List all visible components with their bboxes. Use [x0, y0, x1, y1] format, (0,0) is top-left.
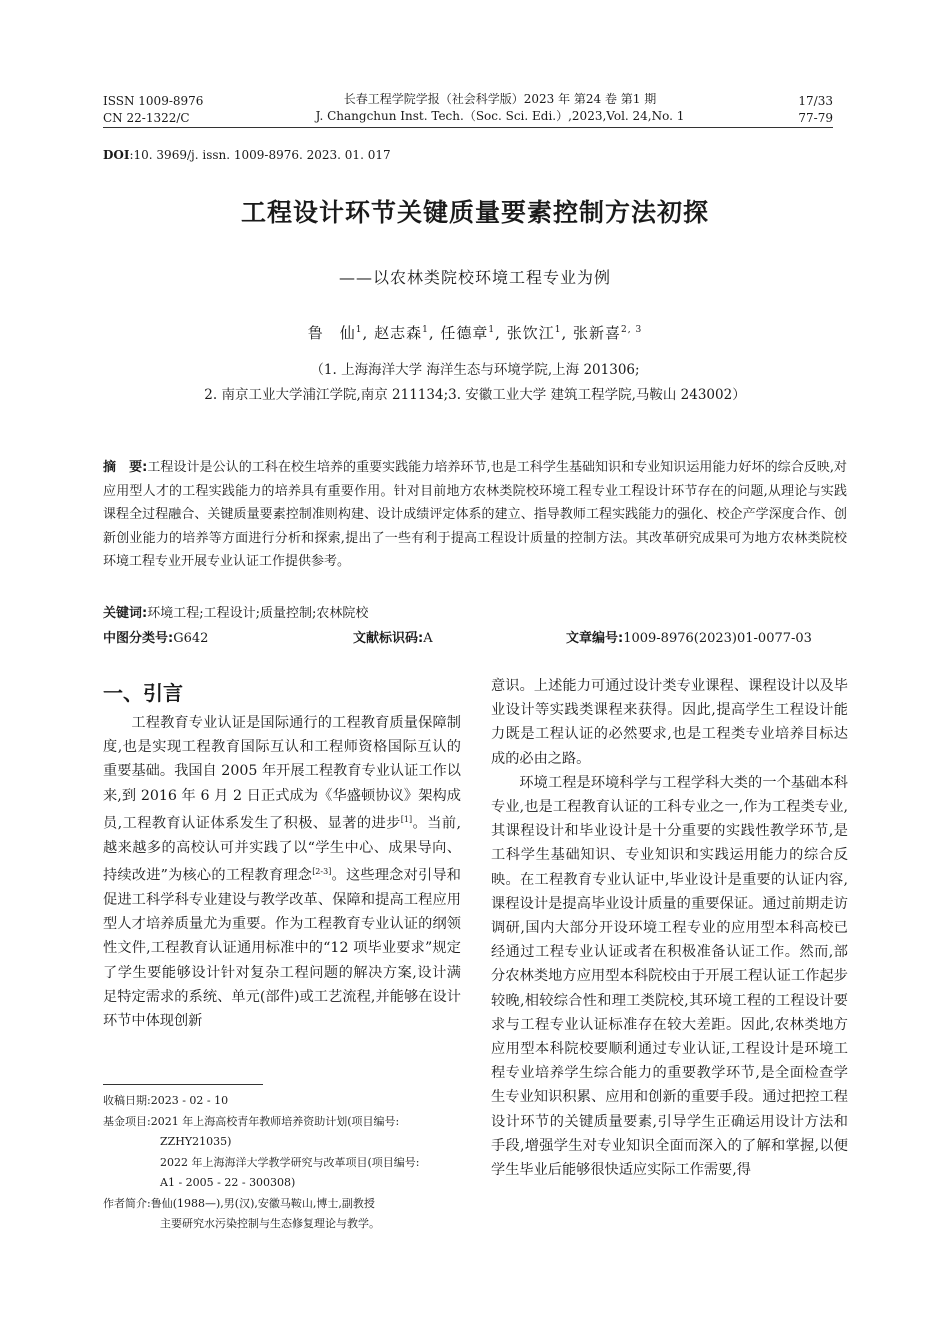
fund-item-cont: ZZHY21035): [160, 1135, 232, 1148]
page-ratio: 17/33: [798, 94, 833, 108]
author-bio: 鲁仙(1988—),男(汉),安徽马鞍山,博士,副教授: [150, 1196, 375, 1210]
author-list: [0, 322, 950, 343]
body-text: 。当前,越来越多的高校认可并实践了以“学生中心、成果导向、持续改进”为核心的工程教育理念: [103, 815, 461, 884]
footnotes: [103, 1091, 463, 1235]
citation: [2-3]: [312, 866, 332, 876]
article-number-value: 1009-8976(2023)01-0077-03: [623, 631, 812, 646]
abstract-text: 工程设计是公认的工科在校生培养的重要实践能力培养环节,也是工科学生基础知识和专业知识运用能力好坏的综合反映,对应用型人才的工程实践能力的培养具有重要作用。针对目前地方农林类院校环境工程专业工程设计环节存在的问题,从理论与实践课程全过程融合、关键质量要素控制准则构建、设计成绩评定体系的建立、指导教师工程实践能力的强化、校企产学深度合作、创新创业能力的培养等方面进行分析和探索,提出了一些有利于提高工程设计质量的控制方法。其改革研究成果可为地方农林类院校环境工程专业开展专业认证工作提供参考。: [103, 460, 848, 569]
keywords-text: 环境工程;工程设计;质量控制;农林院校: [147, 606, 369, 621]
author-affiliation-mark: 1: [488, 325, 496, 335]
header-left: [103, 93, 213, 127]
footnote-received: [103, 1091, 463, 1112]
footnote-divider: [103, 1084, 263, 1085]
clc-number: [103, 627, 208, 646]
keywords: [103, 602, 368, 621]
citation: [1]: [400, 814, 413, 824]
body-column-left: [103, 711, 461, 1033]
paper-subtitle: ——以农林类院校环境工程专业为例: [338, 268, 611, 287]
journal-name-en: J. Changchun Inst. Tech.（Soc. Sci. Edi.）,2023,Vol. 24,No. 1: [315, 109, 685, 123]
author-name: 鲁 仙: [307, 324, 356, 342]
author-separator: ,: [561, 324, 568, 342]
doi-label: DOI: [103, 148, 130, 162]
body-paragraph: [103, 711, 461, 1033]
document-code-label: 文献标识码:: [353, 631, 424, 646]
article-number-label: 文章编号:: [566, 631, 624, 646]
keywords-label: 关键词:: [103, 606, 148, 621]
article-number: [566, 627, 812, 646]
footnote-fund: [103, 1112, 463, 1133]
abstract-label: 摘 要:: [103, 460, 148, 475]
author-affiliation-mark: 1: [355, 325, 363, 335]
author-bio-label: 作者简介:: [103, 1196, 151, 1210]
page-range: 77-79: [798, 111, 833, 125]
author-separator: ,: [428, 324, 435, 342]
body-text: 。这些理念对引导和促进工科学科专业建设与教学改革、保障和提高工程应用型人才培养质量尤为重要。作为工程教育专业认证的纲领性文件,工程教育认证通用标准中的“12 项毕业要求”规定了学生要能够设计针对复杂工程问题的解决方案,设计满足特定需求的系统、单元(部件)或工艺流程,并能够在设计环节中体现创新: [103, 867, 461, 1029]
issn: ISSN 1009-8976: [103, 94, 204, 108]
received-date: 2023 - 02 - 10: [150, 1094, 229, 1107]
author-separator: ,: [362, 324, 369, 342]
fund-label: 基金项目:: [103, 1114, 151, 1128]
cn-number: CN 22-1322/C: [103, 111, 190, 125]
author-name: 赵志森: [374, 324, 423, 342]
body-column-right: [491, 674, 848, 1182]
fund-item: 2022 年上海海洋大学教学研究与改革项目(项目编号:: [160, 1155, 420, 1169]
abstract: [103, 456, 847, 574]
header-right: [733, 93, 833, 127]
author-affiliation-mark: 2, 3: [621, 325, 643, 335]
header-divider: [103, 127, 833, 128]
clc-label: 中图分类号:: [103, 631, 174, 646]
footnote-author: [103, 1194, 463, 1215]
author-affiliation-mark: 1: [422, 325, 429, 335]
author-affiliation-mark: 1: [554, 325, 562, 335]
journal-name-cn: 长春工程学院学报（社会科学版）2023 年 第24 卷 第1 期: [343, 92, 657, 106]
author-bio-cont: 主要研究水污染控制与生态修复理论与教学。: [160, 1217, 380, 1230]
header-center: [290, 91, 710, 125]
author-separator: ,: [495, 324, 501, 342]
affiliation-line-1: （1. 上海海洋大学 海洋生态与环境学院,上海 201306;: [310, 362, 640, 378]
doi-line: [103, 148, 391, 162]
body-text: 工程教育专业认证是国际通行的工程教育质量保障制度,也是实现工程教育国际互认和工程师资格国际互认的重要基础。我国自 2005 年开展工程教育专业认证工作以来,到 2016 年 6 月 2 日正式成为《华盛顿协议》架构成员,工程教育认证体系发生了积极、显著的进步: [103, 715, 461, 832]
section-heading: 一、引言: [103, 681, 183, 705]
author-name: 张饮江: [506, 324, 555, 342]
fund-item-cont: A1 - 2005 - 22 - 300308): [160, 1176, 296, 1189]
body-paragraph: 意识。上述能力可通过设计类专业课程、课程设计以及毕业设计等实践类课程来获得。因此,提高学生工程设计能力既是工程认证的必然要求,也是工程类专业培养目标达成的必由之路。: [491, 678, 848, 767]
author-name: 任德章: [440, 324, 489, 342]
doi-value: :10. 3969/j. issn. 1009-8976. 2023. 01. 017: [129, 148, 391, 162]
received-label: 收稿日期:: [103, 1094, 151, 1107]
fund-item: 2021 年上海高校青年教师培养资助计划(项目编号:: [150, 1114, 400, 1128]
author-name: 张新喜: [573, 324, 622, 342]
document-code-value: A: [423, 631, 433, 646]
body-paragraph: 环境工程是环境科学与工程学科大类的一个基础本科专业,也是工程教育认证的工科专业之一,作为工程类专业,其课程设计和毕业设计是十分重要的实践性教学环节,是工科学生基础知识、专业知识和实践运用能力的综合反映。在工程教育专业认证中,毕业设计是重要的认证内容,课程设计是提高毕业设计质量的重要保证。通过前期走访调研,国内大部分开设环境工程专业的应用型本科高校已经通过工程专业认证或者在积极准备认证工作。然而,部分农林类地方应用型本科院校由于开展工程认证工作起步较晚,相较综合性和理工类院校,其环境工程的工程设计要求与工程专业认证标准存在较大差距。因此,农林类地方应用型本科院校要顺利通过专业认证,工程设计是环境工程专业培养学生综合能力的重要教学环节,是全面检查学生专业知识积累、应用和创新的重要手段。通过把控工程设计环节的关键质量要素,引导学生正确运用设计方法和手段,增强学生对专业知识全面而深入的了解和掌握,以便学生毕业后能够很快适应实际工作需要,得: [491, 774, 848, 1179]
paper-title: 工程设计环节关键质量要素控制方法初探: [240, 198, 709, 227]
affiliation-line-2: 2. 南京工业大学浦江学院,南京 211134;3. 安徽工业大学 建筑工程学院,马鞍山 243002）: [204, 387, 746, 403]
clc-value: G642: [173, 631, 209, 646]
document-code: [353, 627, 433, 646]
